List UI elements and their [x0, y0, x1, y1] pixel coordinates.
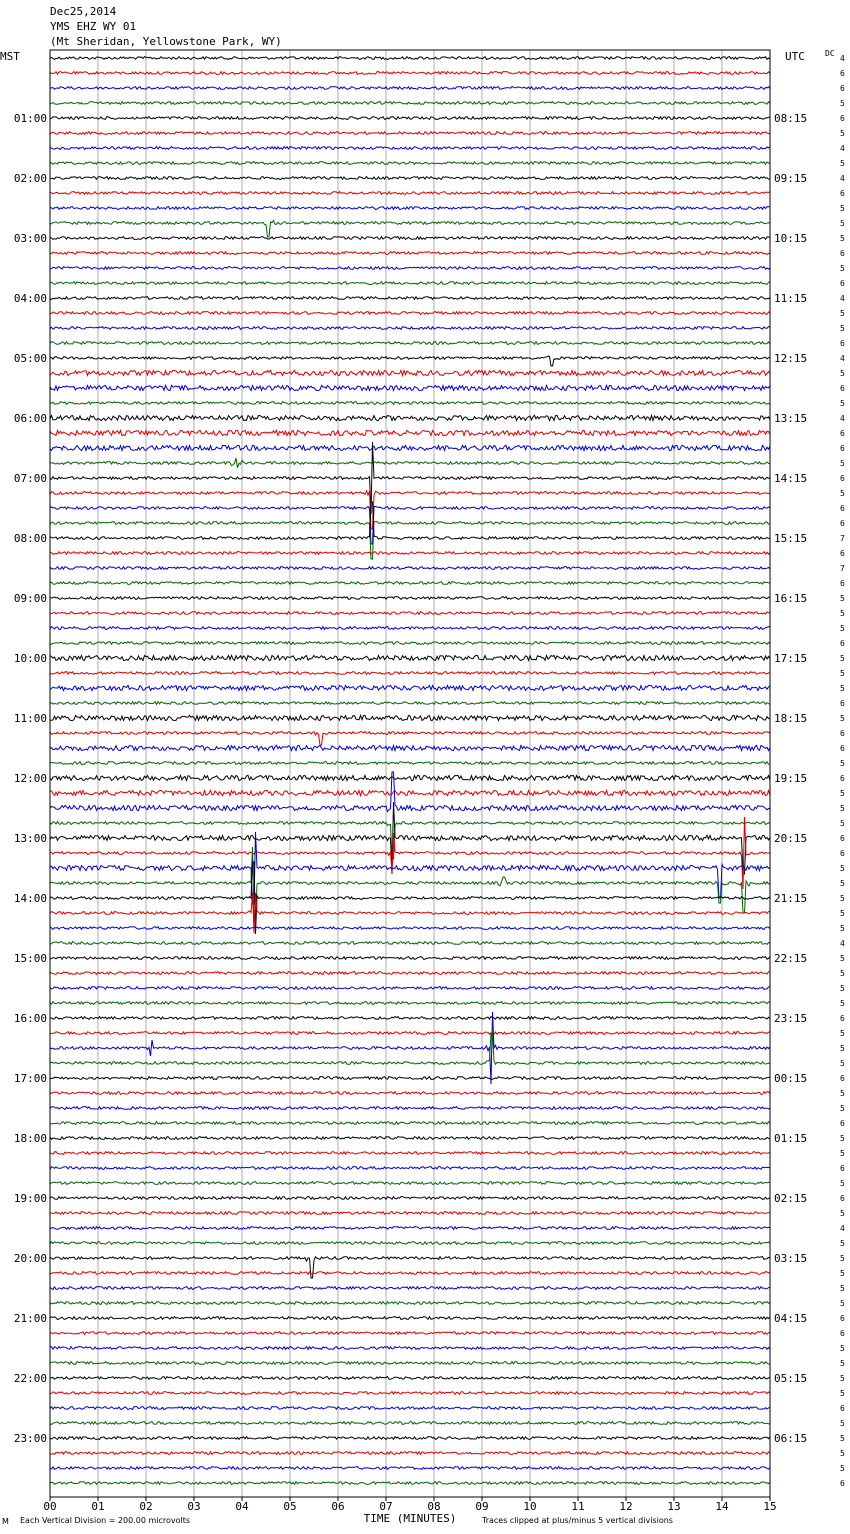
- trace-line-19: [50, 342, 770, 345]
- dc-offset-label: 5: [840, 999, 845, 1008]
- trace-line-62: [50, 987, 770, 990]
- dc-offset-label: 7: [840, 564, 845, 573]
- trace-line-79: [50, 1242, 770, 1245]
- trace-line-94: [50, 1467, 770, 1470]
- dc-offset-label: 5: [840, 1134, 845, 1143]
- x-tick-label: 09: [475, 1500, 489, 1513]
- dc-offset-label: 5: [840, 324, 845, 333]
- dc-offset-label: 4: [840, 414, 845, 423]
- dc-label: DC: [825, 49, 835, 58]
- left-time-label: 20:00: [13, 1252, 47, 1265]
- dc-offset-label: 6: [840, 249, 845, 258]
- trace-line-70: [50, 1107, 770, 1110]
- x-tick-label: 04: [235, 1500, 249, 1513]
- dc-offset-label: 6: [840, 84, 845, 93]
- trace-line-72: [50, 1137, 770, 1140]
- trace-line-91: [50, 1422, 770, 1425]
- right-time-label: 14:15: [774, 472, 808, 485]
- trace-line-48: [50, 775, 770, 780]
- right-time-label: 00:15: [774, 1072, 808, 1085]
- left-time-labels: [14, 112, 47, 1445]
- dc-offset-label: 5: [840, 624, 845, 633]
- dc-offset-label: 6: [840, 1404, 845, 1413]
- header-station: YMS EHZ WY 01: [50, 20, 137, 33]
- trace-line-36: [50, 597, 770, 600]
- trace-line-38: [50, 627, 770, 630]
- right-time-label: 22:15: [774, 952, 808, 965]
- right-time-label: 05:15: [774, 1372, 808, 1385]
- trace-line-25: [50, 430, 770, 435]
- left-time-label: 02:00: [13, 172, 47, 185]
- trace-line-55: [50, 847, 770, 919]
- trace-line-18: [50, 327, 770, 330]
- dc-offset-label: 5: [840, 1089, 845, 1098]
- trace-line-41: [50, 672, 770, 675]
- trace-line-53: [50, 817, 770, 889]
- dc-offset-label: 5: [840, 1344, 845, 1353]
- dc-offset-label: 5: [840, 1389, 845, 1398]
- dc-offset-label: 5: [840, 309, 845, 318]
- dc-offset-label: 7: [840, 534, 845, 543]
- trace-line-15: [50, 282, 770, 285]
- trace-line-61: [50, 972, 770, 975]
- dc-offset-label: 4: [840, 144, 845, 153]
- trace-line-24: [50, 415, 770, 420]
- dc-offset-label: 5: [840, 894, 845, 903]
- trace-line-83: [50, 1302, 770, 1305]
- x-tick-label: 08: [427, 1500, 441, 1513]
- dc-offset-label: 5: [840, 1359, 845, 1368]
- left-time-label: 07:00: [13, 472, 47, 485]
- trace-line-3: [50, 102, 770, 105]
- trace-line-88: [50, 1377, 770, 1380]
- dc-offset-label: 4: [840, 294, 845, 303]
- right-time-label: 09:15: [774, 172, 808, 185]
- trace-line-22: [50, 385, 770, 390]
- dc-offset-label: 5: [840, 369, 845, 378]
- dc-offset-label: 6: [840, 339, 845, 348]
- trace-line-39: [50, 642, 770, 645]
- trace-line-26: [50, 445, 770, 450]
- dc-offset-label: 5: [840, 1284, 845, 1293]
- dc-offset-label: 6: [840, 1329, 845, 1338]
- right-time-label: 23:15: [774, 1012, 808, 1025]
- trace-line-46: [50, 745, 770, 750]
- trace-line-21: [50, 370, 770, 375]
- trace-line-42: [50, 685, 770, 690]
- trace-line-69: [50, 1092, 770, 1095]
- dc-offset-label: 5: [840, 819, 845, 828]
- trace-line-14: [50, 267, 770, 270]
- dc-offset-label: 5: [840, 1149, 845, 1158]
- trace-line-78: [50, 1227, 770, 1230]
- left-time-label: 06:00: [13, 412, 47, 425]
- dc-offset-label: 5: [840, 1044, 845, 1053]
- left-time-label: 12:00: [13, 772, 47, 785]
- trace-line-43: [50, 702, 770, 705]
- right-time-label: 19:15: [774, 772, 808, 785]
- right-time-label: 04:15: [774, 1312, 808, 1325]
- trace-line-2: [50, 87, 770, 90]
- trace-line-76: [50, 1197, 770, 1200]
- dc-offset-label: 6: [840, 189, 845, 198]
- dc-offset-label: 6: [840, 1194, 845, 1203]
- dc-offset-label: 6: [840, 279, 845, 288]
- right-time-label: 13:15: [774, 412, 808, 425]
- left-time-label: 15:00: [13, 952, 47, 965]
- trace-line-45: [50, 732, 770, 745]
- dc-offset-label: 6: [840, 729, 845, 738]
- left-time-label: 14:00: [13, 892, 47, 905]
- right-time-label: 03:15: [774, 1252, 808, 1265]
- dc-offset-label: 5: [840, 129, 845, 138]
- left-time-label: 05:00: [13, 352, 47, 365]
- trace-line-73: [50, 1152, 770, 1155]
- dc-offset-label: 5: [840, 1059, 845, 1068]
- trace-line-20: [50, 356, 770, 366]
- x-tick-label: 12: [619, 1500, 633, 1513]
- trace-line-1: [50, 72, 770, 75]
- trace-line-60: [50, 957, 770, 960]
- trace-line-8: [50, 177, 770, 180]
- right-time-label: 12:15: [774, 352, 808, 365]
- dc-offset-label: 5: [840, 1209, 845, 1218]
- right-time-label: 02:15: [774, 1192, 808, 1205]
- trace-line-68: [50, 1077, 770, 1080]
- right-time-label: 10:15: [774, 232, 808, 245]
- trace-line-92: [50, 1437, 770, 1440]
- trace-line-12: [50, 237, 770, 240]
- dc-offset-label: 6: [840, 69, 845, 78]
- left-time-label: 11:00: [13, 712, 47, 725]
- dc-offset-label: 5: [840, 1239, 845, 1248]
- trace-line-93: [50, 1452, 770, 1455]
- dc-offset-label: 5: [840, 924, 845, 933]
- left-time-label: 18:00: [13, 1132, 47, 1145]
- dc-offset-label: 6: [840, 114, 845, 123]
- trace-line-66: [50, 1012, 770, 1084]
- left-time-label: 04:00: [13, 292, 47, 305]
- left-time-label: 10:00: [13, 652, 47, 665]
- dc-offset-label: 6: [840, 384, 845, 393]
- right-time-label: 17:15: [774, 652, 808, 665]
- dc-offset-label: 5: [840, 594, 845, 603]
- trace-line-7: [50, 162, 770, 165]
- x-tick-label: 11: [571, 1500, 585, 1513]
- left-time-label: 03:00: [13, 232, 47, 245]
- dc-offset-label: 6: [840, 579, 845, 588]
- dc-offset-label: 6: [840, 519, 845, 528]
- trace-line-49: [50, 790, 770, 795]
- dc-offset-label: 6: [840, 774, 845, 783]
- dc-offset-label: 6: [840, 849, 845, 858]
- dc-offset-label: 5: [840, 459, 845, 468]
- x-tick-label: 03: [187, 1500, 201, 1513]
- right-time-label: 06:15: [774, 1432, 808, 1445]
- dc-offset-label: 5: [840, 1254, 845, 1263]
- trace-line-44: [50, 715, 770, 720]
- trace-group: [50, 57, 770, 1485]
- left-time-label: 22:00: [13, 1372, 47, 1385]
- dc-offset-label: 4: [840, 939, 845, 948]
- trace-line-37: [50, 612, 770, 615]
- trace-line-74: [50, 1167, 770, 1170]
- trace-line-17: [50, 312, 770, 315]
- x-tick-label: 13: [667, 1500, 681, 1513]
- trace-line-13: [50, 252, 770, 255]
- x-axis-ticks: [43, 1497, 776, 1513]
- trace-line-65: [50, 1032, 770, 1035]
- dc-offset-label: 5: [840, 234, 845, 243]
- dc-offset-label: 5: [840, 99, 845, 108]
- trace-line-77: [50, 1212, 770, 1215]
- dc-offset-label: 5: [840, 669, 845, 678]
- trace-line-54: [50, 832, 770, 904]
- dc-offset-label: 5: [840, 714, 845, 723]
- x-tick-label: 06: [331, 1500, 345, 1513]
- trace-line-95: [50, 1482, 770, 1485]
- trace-line-89: [50, 1392, 770, 1395]
- right-time-label: 21:15: [774, 892, 808, 905]
- trace-line-23: [50, 402, 770, 405]
- trace-line-4: [50, 117, 770, 120]
- trace-line-34: [50, 567, 770, 570]
- dc-offset-label: 5: [840, 684, 845, 693]
- scale-note: Each Vertical Division = 200.00 microvolts: [20, 1516, 191, 1525]
- dc-offset-label: 5: [840, 1104, 845, 1113]
- right-time-label: 16:15: [774, 592, 808, 605]
- left-time-label: 08:00: [13, 532, 47, 545]
- trace-line-82: [50, 1287, 770, 1290]
- trace-line-35: [50, 582, 770, 585]
- dc-offset-label: 5: [840, 1029, 845, 1038]
- dc-offset-label: 5: [840, 159, 845, 168]
- dc-offset-label: 5: [840, 399, 845, 408]
- right-time-label: 01:15: [774, 1132, 808, 1145]
- header-date: Dec25,2014: [50, 5, 117, 18]
- dc-offset-label: 5: [840, 1269, 845, 1278]
- trace-line-16: [50, 297, 770, 300]
- dc-offset-label: 4: [840, 1224, 845, 1233]
- trace-line-9: [50, 192, 770, 195]
- dc-offset-label: 6: [840, 474, 845, 483]
- x-tick-label: 00: [43, 1500, 57, 1513]
- trace-line-75: [50, 1182, 770, 1185]
- trace-line-90: [50, 1407, 770, 1410]
- dc-offset-label: 6: [840, 1074, 845, 1083]
- left-zone-label: MST: [0, 50, 20, 63]
- right-time-label: 08:15: [774, 112, 808, 125]
- dc-offset-label: 6: [840, 1119, 845, 1128]
- dc-offset-label: 6: [840, 1314, 845, 1323]
- dc-offset-labels: [840, 54, 845, 1488]
- x-tick-label: 01: [91, 1500, 105, 1513]
- dc-offset-label: 5: [840, 1419, 845, 1428]
- trace-line-71: [50, 1122, 770, 1125]
- dc-offset-label: 5: [840, 1434, 845, 1443]
- x-tick-label: 05: [283, 1500, 297, 1513]
- dc-offset-label: 5: [840, 1449, 845, 1458]
- right-zone-label: UTC: [785, 50, 805, 63]
- dc-offset-label: 6: [840, 699, 845, 708]
- dc-offset-label: 4: [840, 354, 845, 363]
- dc-offset-label: 5: [840, 489, 845, 498]
- right-time-label: 11:15: [774, 292, 808, 305]
- clip-note: Traces clipped at plus/minus 5 vertical divisions: [482, 1516, 673, 1525]
- left-time-label: 17:00: [13, 1072, 47, 1085]
- trace-line-0: [50, 57, 770, 60]
- dc-offset-label: 5: [840, 1374, 845, 1383]
- trace-line-81: [50, 1272, 770, 1275]
- left-time-label: 21:00: [13, 1312, 47, 1325]
- dc-offset-label: 5: [840, 969, 845, 978]
- trace-line-63: [50, 1002, 770, 1005]
- trace-line-86: [50, 1347, 770, 1350]
- dc-offset-label: 5: [840, 654, 845, 663]
- dc-offset-label: 5: [840, 879, 845, 888]
- dc-offset-label: 5: [840, 804, 845, 813]
- trace-line-87: [50, 1362, 770, 1365]
- dc-offset-label: 5: [840, 609, 845, 618]
- dc-offset-label: 6: [840, 744, 845, 753]
- trace-line-28: [50, 442, 770, 514]
- dc-offset-label: 5: [840, 984, 845, 993]
- right-time-label: 20:15: [774, 832, 808, 845]
- right-time-label: 15:15: [774, 532, 808, 545]
- left-time-label: 23:00: [13, 1432, 47, 1445]
- dc-offset-label: 5: [840, 1179, 845, 1188]
- dc-offset-label: 6: [840, 1479, 845, 1488]
- dc-offset-label: 4: [840, 174, 845, 183]
- trace-line-33: [50, 552, 770, 555]
- x-tick-label: 10: [523, 1500, 537, 1513]
- dc-offset-label: 6: [840, 549, 845, 558]
- dc-offset-label: 5: [840, 789, 845, 798]
- trace-line-85: [50, 1332, 770, 1335]
- dc-offset-label: 5: [840, 204, 845, 213]
- dc-offset-label: 5: [840, 1299, 845, 1308]
- left-time-label: 09:00: [13, 592, 47, 605]
- dc-offset-label: 5: [840, 219, 845, 228]
- left-time-label: 16:00: [13, 1012, 47, 1025]
- dc-offset-label: 6: [840, 639, 845, 648]
- x-tick-label: 14: [715, 1500, 729, 1513]
- dc-offset-label: 5: [840, 864, 845, 873]
- trace-line-27: [50, 458, 770, 468]
- trace-line-6: [50, 147, 770, 150]
- trace-line-52: [50, 802, 770, 874]
- logo-icon: M: [2, 1517, 9, 1526]
- left-time-label: 13:00: [13, 832, 47, 845]
- trace-line-80: [50, 1257, 770, 1278]
- x-tick-label: 02: [139, 1500, 153, 1513]
- trace-line-59: [50, 942, 770, 945]
- dc-offset-label: 6: [840, 429, 845, 438]
- dc-offset-label: 6: [840, 1164, 845, 1173]
- dc-offset-label: 6: [840, 504, 845, 513]
- dc-offset-label: 5: [840, 1464, 845, 1473]
- left-time-label: 01:00: [13, 112, 47, 125]
- trace-line-10: [50, 207, 770, 210]
- x-axis-label: TIME (MINUTES): [363, 1512, 457, 1525]
- dc-offset-label: 6: [840, 1014, 845, 1023]
- right-time-label: 18:15: [774, 712, 808, 725]
- dc-offset-label: 4: [840, 54, 845, 63]
- trace-line-40: [50, 655, 770, 660]
- trace-line-64: [50, 1017, 770, 1020]
- trace-line-47: [50, 762, 770, 765]
- trace-line-11: [50, 220, 770, 237]
- trace-line-5: [50, 132, 770, 135]
- dc-offset-label: 6: [840, 834, 845, 843]
- x-tick-label: 15: [763, 1500, 777, 1513]
- trace-line-56: [50, 862, 770, 934]
- dc-offset-label: 5: [840, 909, 845, 918]
- dc-offset-label: 5: [840, 954, 845, 963]
- trace-line-84: [50, 1317, 770, 1320]
- header-location: (Mt Sheridan, Yellowstone Park, WY): [50, 35, 282, 48]
- left-time-label: 19:00: [13, 1192, 47, 1205]
- dc-offset-label: 5: [840, 759, 845, 768]
- dc-offset-label: 6: [840, 444, 845, 453]
- trace-line-58: [50, 927, 770, 930]
- x-tick-label: 07: [379, 1500, 393, 1513]
- dc-offset-label: 5: [840, 264, 845, 273]
- right-time-labels: [774, 112, 807, 1445]
